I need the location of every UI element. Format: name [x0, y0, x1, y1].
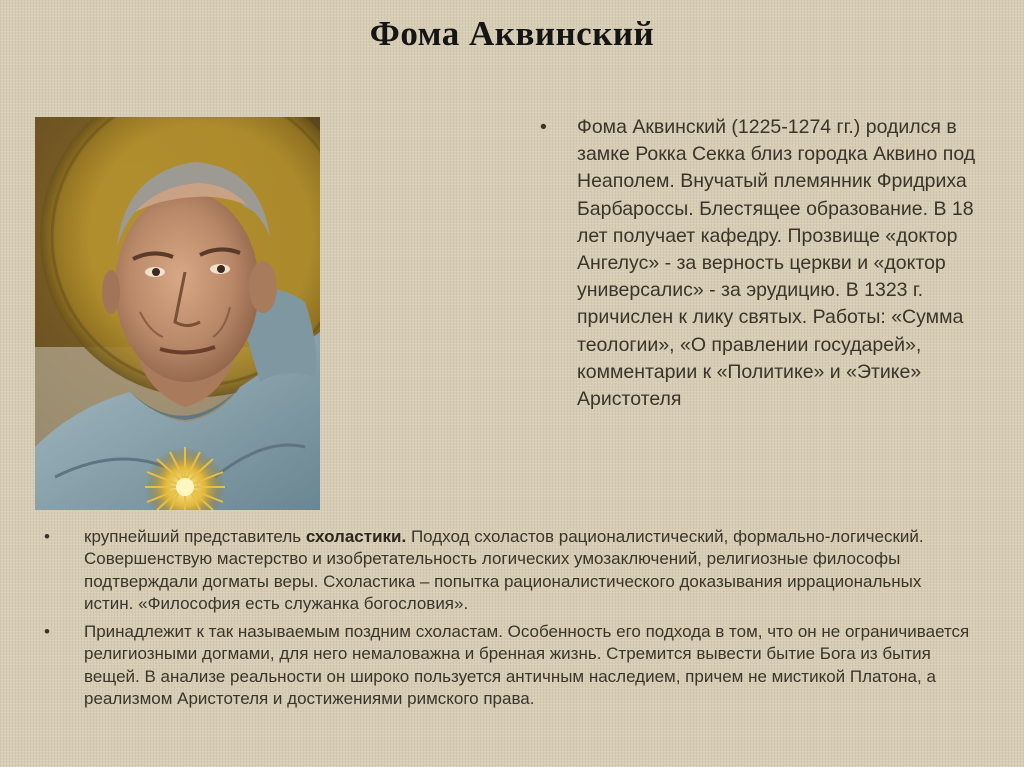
paragraph-text-start: крупнейший представитель [84, 527, 306, 546]
portrait-image [35, 117, 320, 510]
description-list [44, 526, 974, 716]
biography-block [540, 114, 980, 413]
bullet-icon: • [540, 116, 547, 138]
paragraph-late-scholastics [44, 621, 974, 710]
paragraph-text: Принадлежит к так называемым поздним схоластам. Особенность его подхода в том, что он не ограничивается религиозными догмами, для него немаловажна и бренная жизнь. Стремится вывести бытие Бога из бытия вещей. В анализе реальности он широко пользуется античным наследием, причем не мистикой Платона, а реализмом Аристотеля и достижениями римского права. [84, 622, 970, 709]
biography-text: Фома Аквинский (1225-1274 гг.) родился в замке Рокка Секка близ городка Аквино под Неаполем. Внучатый племянник Фридриха Барбароссы. Блестящее образование. В 18 лет получает кафедру. Прозвище «доктор Ангелус» - за верность церкви и «доктор универсалис» - за эрудицию. В 1323 г. причислен к лику святых. Работы: «Сумма теологии», «О правлении государей», комментарии к «Политике» и «Этике» Аристотеля [577, 116, 976, 411]
bullet-icon: • [44, 527, 50, 546]
paragraph-scholasticism [44, 526, 974, 615]
bullet-icon: • [44, 622, 50, 642]
paragraph-text-end: Подход схоластов рационалистический, формально-логический. Совершенствую мастерство и изобретательность логических умозаключений, религиозные философы подтверждали догматы веры. Схоластика – попытка рационалистического доказывания иррациональных истин. «Философия есть служанка богословия». [84, 527, 924, 613]
paragraph-bold-term: схоластики. [305, 527, 407, 546]
page-title: Фома Аквинский [369, 14, 655, 53]
